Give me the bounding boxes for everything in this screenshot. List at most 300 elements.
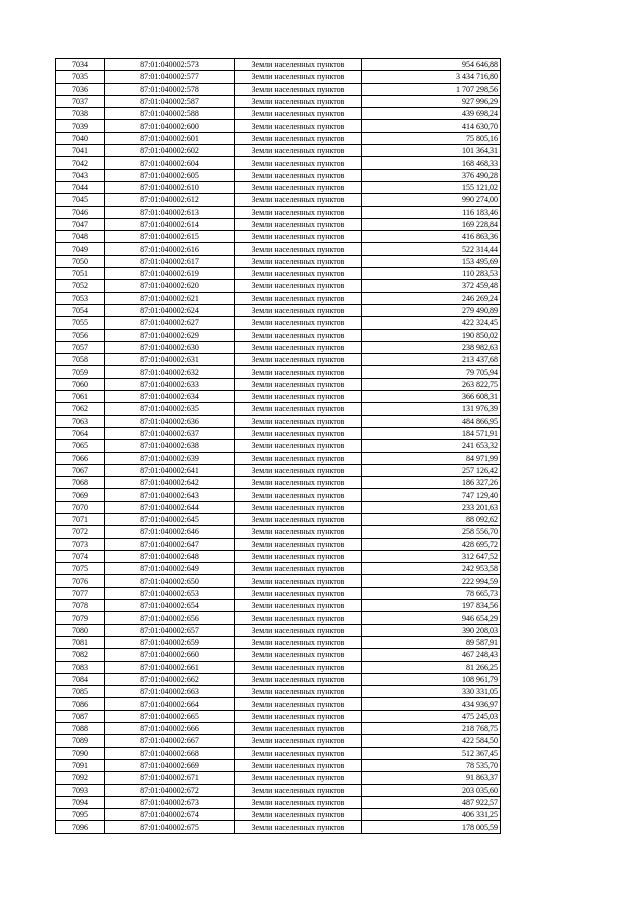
cadastral-number-cell: 87:01:040002:588 xyxy=(105,108,235,120)
land-category-cell: Земли населенных пунктов xyxy=(235,477,362,489)
row-number-cell: 7058 xyxy=(56,354,105,366)
land-category-cell: Земли населенных пунктов xyxy=(235,120,362,132)
cadastral-number-cell: 87:01:040002:627 xyxy=(105,317,235,329)
cadastral-value-cell: 747 129,40 xyxy=(362,489,501,501)
table-row xyxy=(56,341,501,353)
cadastral-number-cell: 87:01:040002:674 xyxy=(105,809,235,821)
row-number-cell: 7062 xyxy=(56,403,105,415)
row-number-cell: 7075 xyxy=(56,563,105,575)
row-number-cell: 7076 xyxy=(56,575,105,587)
cadastral-number-cell: 87:01:040002:649 xyxy=(105,563,235,575)
row-number-cell: 7070 xyxy=(56,501,105,513)
cadastral-value-cell: 487 922,57 xyxy=(362,796,501,808)
table-row xyxy=(56,735,501,747)
table-row xyxy=(56,440,501,452)
cadastral-number-cell: 87:01:040002:616 xyxy=(105,243,235,255)
cadastral-value-cell: 213 437,68 xyxy=(362,354,501,366)
land-category-cell: Земли населенных пунктов xyxy=(235,255,362,267)
cadastral-number-cell: 87:01:040002:663 xyxy=(105,686,235,698)
row-number-cell: 7046 xyxy=(56,206,105,218)
land-category-cell: Земли населенных пунктов xyxy=(235,809,362,821)
table-row xyxy=(56,280,501,292)
cadastral-value-cell: 169 228,84 xyxy=(362,218,501,230)
row-number-cell: 7077 xyxy=(56,587,105,599)
cadastral-number-cell: 87:01:040002:642 xyxy=(105,477,235,489)
table-row xyxy=(56,809,501,821)
table-row xyxy=(56,452,501,464)
cadastral-value-cell: 3 434 716,80 xyxy=(362,71,501,83)
cadastral-number-cell: 87:01:040002:638 xyxy=(105,440,235,452)
cadastral-value-cell: 168 468,33 xyxy=(362,157,501,169)
table-row xyxy=(56,304,501,316)
row-number-cell: 7057 xyxy=(56,341,105,353)
row-number-cell: 7078 xyxy=(56,600,105,612)
cadastral-number-cell: 87:01:040002:634 xyxy=(105,391,235,403)
cadastral-number-cell: 87:01:040002:654 xyxy=(105,600,235,612)
cadastral-value-cell: 439 698,24 xyxy=(362,108,501,120)
table-row xyxy=(56,821,501,833)
land-category-cell: Земли населенных пунктов xyxy=(235,686,362,698)
table-row xyxy=(56,268,501,280)
cadastral-number-cell: 87:01:040002:659 xyxy=(105,636,235,648)
table-row xyxy=(56,354,501,366)
row-number-cell: 7069 xyxy=(56,489,105,501)
row-number-cell: 7035 xyxy=(56,71,105,83)
table-row xyxy=(56,329,501,341)
cadastral-number-cell: 87:01:040002:620 xyxy=(105,280,235,292)
land-category-cell: Земли населенных пунктов xyxy=(235,501,362,513)
cadastral-number-cell: 87:01:040002:673 xyxy=(105,796,235,808)
row-number-cell: 7095 xyxy=(56,809,105,821)
row-number-cell: 7061 xyxy=(56,391,105,403)
table-row xyxy=(56,501,501,513)
land-category-cell: Земли населенных пунктов xyxy=(235,723,362,735)
cadastral-value-cell: 246 269,24 xyxy=(362,292,501,304)
cadastral-value-cell: 990 274,00 xyxy=(362,194,501,206)
land-category-cell: Земли населенных пунктов xyxy=(235,747,362,759)
land-category-cell: Земли населенных пунктов xyxy=(235,587,362,599)
cadastral-number-cell: 87:01:040002:660 xyxy=(105,649,235,661)
row-number-cell: 7072 xyxy=(56,526,105,538)
cadastral-number-cell: 87:01:040002:631 xyxy=(105,354,235,366)
land-category-cell: Земли населенных пунктов xyxy=(235,759,362,771)
land-category-cell: Земли населенных пунктов xyxy=(235,698,362,710)
cadastral-number-cell: 87:01:040002:653 xyxy=(105,587,235,599)
cadastral-number-cell: 87:01:040002:672 xyxy=(105,784,235,796)
table-row xyxy=(56,391,501,403)
land-category-cell: Земли населенных пунктов xyxy=(235,317,362,329)
cadastral-value-cell: 242 953,58 xyxy=(362,563,501,575)
land-category-cell: Земли населенных пунктов xyxy=(235,218,362,230)
cadastral-number-cell: 87:01:040002:614 xyxy=(105,218,235,230)
row-number-cell: 7064 xyxy=(56,427,105,439)
table-row xyxy=(56,206,501,218)
cadastral-number-cell: 87:01:040002:624 xyxy=(105,304,235,316)
cadastral-value-cell: 434 936,97 xyxy=(362,698,501,710)
table-row xyxy=(56,255,501,267)
table-row xyxy=(56,698,501,710)
table-row xyxy=(56,132,501,144)
land-category-cell: Земли населенных пунктов xyxy=(235,513,362,525)
cadastral-number-cell: 87:01:040002:641 xyxy=(105,464,235,476)
cadastral-number-cell: 87:01:040002:668 xyxy=(105,747,235,759)
table-row xyxy=(56,477,501,489)
table-row xyxy=(56,83,501,95)
cadastral-number-cell: 87:01:040002:578 xyxy=(105,83,235,95)
row-number-cell: 7066 xyxy=(56,452,105,464)
land-category-cell: Земли населенных пунктов xyxy=(235,403,362,415)
cadastral-value-cell: 101 364,31 xyxy=(362,145,501,157)
row-number-cell: 7084 xyxy=(56,673,105,685)
cadastral-value-cell: 366 608,31 xyxy=(362,391,501,403)
row-number-cell: 7083 xyxy=(56,661,105,673)
table-row xyxy=(56,378,501,390)
table-row xyxy=(56,759,501,771)
cadastral-number-cell: 87:01:040002:646 xyxy=(105,526,235,538)
table-row xyxy=(56,710,501,722)
land-category-cell: Земли населенных пунктов xyxy=(235,624,362,636)
table-row xyxy=(56,489,501,501)
cadastral-value-cell: 414 630,70 xyxy=(362,120,501,132)
row-number-cell: 7068 xyxy=(56,477,105,489)
table-row xyxy=(56,120,501,132)
row-number-cell: 7048 xyxy=(56,231,105,243)
cadastral-value-cell: 116 183,46 xyxy=(362,206,501,218)
table-row xyxy=(56,723,501,735)
cadastral-number-cell: 87:01:040002:645 xyxy=(105,513,235,525)
land-category-cell: Земли населенных пунктов xyxy=(235,673,362,685)
land-category-cell: Земли населенных пунктов xyxy=(235,169,362,181)
cadastral-value-cell: 78 665,73 xyxy=(362,587,501,599)
land-category-cell: Земли населенных пунктов xyxy=(235,710,362,722)
row-number-cell: 7096 xyxy=(56,821,105,833)
cadastral-value-cell: 88 092,62 xyxy=(362,513,501,525)
row-number-cell: 7092 xyxy=(56,772,105,784)
table-row xyxy=(56,181,501,193)
row-number-cell: 7063 xyxy=(56,415,105,427)
table-row xyxy=(56,587,501,599)
table-row xyxy=(56,772,501,784)
cadastral-value-cell: 108 961,79 xyxy=(362,673,501,685)
cadastral-number-cell: 87:01:040002:610 xyxy=(105,181,235,193)
cadastral-value-cell: 155 121,02 xyxy=(362,181,501,193)
cadastral-number-cell: 87:01:040002:630 xyxy=(105,341,235,353)
table-row xyxy=(56,747,501,759)
cadastral-value-cell: 78 535,70 xyxy=(362,759,501,771)
row-number-cell: 7085 xyxy=(56,686,105,698)
land-category-cell: Земли населенных пунктов xyxy=(235,378,362,390)
cadastral-value-cell: 390 208,03 xyxy=(362,624,501,636)
row-number-cell: 7093 xyxy=(56,784,105,796)
cadastral-number-cell: 87:01:040002:667 xyxy=(105,735,235,747)
cadastral-number-cell: 87:01:040002:671 xyxy=(105,772,235,784)
cadastral-number-cell: 87:01:040002:602 xyxy=(105,145,235,157)
land-category-cell: Земли населенных пунктов xyxy=(235,243,362,255)
table-row xyxy=(56,513,501,525)
cadastral-value-cell: 467 248,43 xyxy=(362,649,501,661)
land-category-cell: Земли населенных пунктов xyxy=(235,181,362,193)
land-category-cell: Земли населенных пунктов xyxy=(235,366,362,378)
cadastral-value-cell: 184 571,91 xyxy=(362,427,501,439)
land-category-cell: Земли населенных пунктов xyxy=(235,464,362,476)
cadastral-number-cell: 87:01:040002:656 xyxy=(105,612,235,624)
table-row xyxy=(56,366,501,378)
cadastral-number-cell: 87:01:040002:647 xyxy=(105,538,235,550)
land-category-cell: Земли населенных пунктов xyxy=(235,784,362,796)
row-number-cell: 7082 xyxy=(56,649,105,661)
table-row xyxy=(56,59,501,71)
row-number-cell: 7039 xyxy=(56,120,105,132)
row-number-cell: 7049 xyxy=(56,243,105,255)
table-row xyxy=(56,538,501,550)
table-row xyxy=(56,427,501,439)
cadastral-number-cell: 87:01:040002:600 xyxy=(105,120,235,132)
row-number-cell: 7038 xyxy=(56,108,105,120)
land-category-cell: Земли населенных пунктов xyxy=(235,341,362,353)
row-number-cell: 7041 xyxy=(56,145,105,157)
cadastral-number-cell: 87:01:040002:573 xyxy=(105,59,235,71)
table-row xyxy=(56,600,501,612)
row-number-cell: 7087 xyxy=(56,710,105,722)
table-row xyxy=(56,194,501,206)
land-category-cell: Земли населенных пунктов xyxy=(235,391,362,403)
cadastral-value-cell: 484 866,95 xyxy=(362,415,501,427)
row-number-cell: 7094 xyxy=(56,796,105,808)
row-number-cell: 7052 xyxy=(56,280,105,292)
cadastral-value-cell: 241 653,32 xyxy=(362,440,501,452)
row-number-cell: 7042 xyxy=(56,157,105,169)
land-category-cell: Земли населенных пунктов xyxy=(235,440,362,452)
table-row xyxy=(56,157,501,169)
cadastral-value-cell: 218 768,75 xyxy=(362,723,501,735)
cadastral-number-cell: 87:01:040002:669 xyxy=(105,759,235,771)
cadastral-number-cell: 87:01:040002:604 xyxy=(105,157,235,169)
cadastral-number-cell: 87:01:040002:605 xyxy=(105,169,235,181)
land-category-cell: Земли населенных пунктов xyxy=(235,268,362,280)
table-row xyxy=(56,649,501,661)
row-number-cell: 7050 xyxy=(56,255,105,267)
row-number-cell: 7074 xyxy=(56,550,105,562)
row-number-cell: 7047 xyxy=(56,218,105,230)
cadastral-number-cell: 87:01:040002:633 xyxy=(105,378,235,390)
cadastral-number-cell: 87:01:040002:615 xyxy=(105,231,235,243)
table-row xyxy=(56,575,501,587)
table-row xyxy=(56,526,501,538)
table-row xyxy=(56,673,501,685)
cadastral-value-cell: 91 863,37 xyxy=(362,772,501,784)
cadastral-number-cell: 87:01:040002:613 xyxy=(105,206,235,218)
cadastral-number-cell: 87:01:040002:644 xyxy=(105,501,235,513)
cadastral-number-cell: 87:01:040002:643 xyxy=(105,489,235,501)
cadastral-value-cell: 233 201,63 xyxy=(362,501,501,513)
row-number-cell: 7051 xyxy=(56,268,105,280)
land-category-cell: Земли населенных пунктов xyxy=(235,550,362,562)
row-number-cell: 7040 xyxy=(56,132,105,144)
cadastral-number-cell: 87:01:040002:617 xyxy=(105,255,235,267)
cadastral-value-cell: 258 556,70 xyxy=(362,526,501,538)
table-row xyxy=(56,686,501,698)
cadastral-value-table xyxy=(55,58,501,834)
cadastral-value-cell: 75 805,16 xyxy=(362,132,501,144)
land-category-cell: Земли населенных пунктов xyxy=(235,95,362,107)
row-number-cell: 7090 xyxy=(56,747,105,759)
row-number-cell: 7079 xyxy=(56,612,105,624)
table-row xyxy=(56,243,501,255)
row-number-cell: 7088 xyxy=(56,723,105,735)
table-row xyxy=(56,636,501,648)
land-category-cell: Земли населенных пунктов xyxy=(235,231,362,243)
cadastral-number-cell: 87:01:040002:650 xyxy=(105,575,235,587)
cadastral-number-cell: 87:01:040002:637 xyxy=(105,427,235,439)
row-number-cell: 7080 xyxy=(56,624,105,636)
cadastral-value-cell: 475 245,03 xyxy=(362,710,501,722)
cadastral-value-cell: 153 495,69 xyxy=(362,255,501,267)
land-category-cell: Земли населенных пунктов xyxy=(235,415,362,427)
table-row xyxy=(56,661,501,673)
land-category-cell: Земли населенных пунктов xyxy=(235,194,362,206)
land-category-cell: Земли населенных пунктов xyxy=(235,600,362,612)
cadastral-value-cell: 927 996,29 xyxy=(362,95,501,107)
cadastral-number-cell: 87:01:040002:632 xyxy=(105,366,235,378)
land-category-cell: Земли населенных пунктов xyxy=(235,538,362,550)
land-category-cell: Земли населенных пунктов xyxy=(235,329,362,341)
row-number-cell: 7037 xyxy=(56,95,105,107)
land-category-cell: Земли населенных пунктов xyxy=(235,132,362,144)
land-category-cell: Земли населенных пунктов xyxy=(235,427,362,439)
land-category-cell: Земли населенных пунктов xyxy=(235,59,362,71)
row-number-cell: 7089 xyxy=(56,735,105,747)
table-row xyxy=(56,95,501,107)
cadastral-value-cell: 257 126,42 xyxy=(362,464,501,476)
land-category-cell: Земли населенных пунктов xyxy=(235,83,362,95)
land-category-cell: Земли населенных пунктов xyxy=(235,526,362,538)
cadastral-number-cell: 87:01:040002:664 xyxy=(105,698,235,710)
land-category-cell: Земли населенных пунктов xyxy=(235,280,362,292)
cadastral-value-cell: 186 327,26 xyxy=(362,477,501,489)
land-category-cell: Земли населенных пунктов xyxy=(235,575,362,587)
cadastral-number-cell: 87:01:040002:662 xyxy=(105,673,235,685)
cadastral-number-cell: 87:01:040002:636 xyxy=(105,415,235,427)
cadastral-value-cell: 512 367,45 xyxy=(362,747,501,759)
table-row xyxy=(56,612,501,624)
cadastral-number-cell: 87:01:040002:619 xyxy=(105,268,235,280)
table-row xyxy=(56,550,501,562)
row-number-cell: 7065 xyxy=(56,440,105,452)
cadastral-value-cell: 222 994,59 xyxy=(362,575,501,587)
cadastral-value-cell: 946 654,29 xyxy=(362,612,501,624)
cadastral-number-cell: 87:01:040002:661 xyxy=(105,661,235,673)
cadastral-value-cell: 428 695,72 xyxy=(362,538,501,550)
land-category-cell: Земли населенных пунктов xyxy=(235,563,362,575)
land-category-cell: Земли населенных пунктов xyxy=(235,108,362,120)
row-number-cell: 7091 xyxy=(56,759,105,771)
cadastral-value-cell: 263 822,75 xyxy=(362,378,501,390)
table-row xyxy=(56,231,501,243)
land-category-cell: Земли населенных пунктов xyxy=(235,636,362,648)
cadastral-value-cell: 203 035,60 xyxy=(362,784,501,796)
cadastral-number-cell: 87:01:040002:577 xyxy=(105,71,235,83)
cadastral-value-cell: 89 587,91 xyxy=(362,636,501,648)
cadastral-value-cell: 376 490,28 xyxy=(362,169,501,181)
table-row xyxy=(56,563,501,575)
land-category-cell: Земли населенных пунктов xyxy=(235,661,362,673)
cadastral-number-cell: 87:01:040002:666 xyxy=(105,723,235,735)
table-row xyxy=(56,403,501,415)
row-number-cell: 7053 xyxy=(56,292,105,304)
table-body xyxy=(56,59,501,834)
cadastral-number-cell: 87:01:040002:665 xyxy=(105,710,235,722)
cadastral-value-cell: 79 705,94 xyxy=(362,366,501,378)
row-number-cell: 7055 xyxy=(56,317,105,329)
land-category-cell: Земли населенных пунктов xyxy=(235,157,362,169)
row-number-cell: 7045 xyxy=(56,194,105,206)
cadastral-value-cell: 406 331,25 xyxy=(362,809,501,821)
row-number-cell: 7056 xyxy=(56,329,105,341)
row-number-cell: 7044 xyxy=(56,181,105,193)
cadastral-value-cell: 197 834,56 xyxy=(362,600,501,612)
row-number-cell: 7067 xyxy=(56,464,105,476)
land-category-cell: Земли населенных пунктов xyxy=(235,649,362,661)
table-row xyxy=(56,464,501,476)
land-category-cell: Земли населенных пунктов xyxy=(235,772,362,784)
row-number-cell: 7034 xyxy=(56,59,105,71)
land-category-cell: Земли населенных пунктов xyxy=(235,71,362,83)
row-number-cell: 7086 xyxy=(56,698,105,710)
cadastral-value-cell: 81 266,25 xyxy=(362,661,501,673)
cadastral-value-cell: 238 982,63 xyxy=(362,341,501,353)
cadastral-value-cell: 110 283,53 xyxy=(362,268,501,280)
land-category-cell: Земли населенных пунктов xyxy=(235,292,362,304)
table-row xyxy=(56,415,501,427)
table-row xyxy=(56,317,501,329)
cadastral-value-cell: 372 459,48 xyxy=(362,280,501,292)
cadastral-number-cell: 87:01:040002:639 xyxy=(105,452,235,464)
cadastral-value-cell: 330 331,05 xyxy=(362,686,501,698)
land-category-cell: Земли населенных пунктов xyxy=(235,612,362,624)
row-number-cell: 7060 xyxy=(56,378,105,390)
cadastral-value-cell: 131 976,39 xyxy=(362,403,501,415)
table-row xyxy=(56,796,501,808)
cadastral-value-cell: 178 005,59 xyxy=(362,821,501,833)
land-category-cell: Земли населенных пунктов xyxy=(235,354,362,366)
cadastral-value-cell: 954 646,88 xyxy=(362,59,501,71)
land-category-cell: Земли населенных пунктов xyxy=(235,735,362,747)
cadastral-value-cell: 422 324,45 xyxy=(362,317,501,329)
table-row xyxy=(56,624,501,636)
table-row xyxy=(56,71,501,83)
row-number-cell: 7036 xyxy=(56,83,105,95)
cadastral-number-cell: 87:01:040002:635 xyxy=(105,403,235,415)
cadastral-value-cell: 522 314,44 xyxy=(362,243,501,255)
row-number-cell: 7054 xyxy=(56,304,105,316)
cadastral-value-cell: 422 584,50 xyxy=(362,735,501,747)
land-category-cell: Земли населенных пунктов xyxy=(235,206,362,218)
row-number-cell: 7059 xyxy=(56,366,105,378)
row-number-cell: 7043 xyxy=(56,169,105,181)
cadastral-number-cell: 87:01:040002:587 xyxy=(105,95,235,107)
table-row xyxy=(56,145,501,157)
land-category-cell: Земли населенных пунктов xyxy=(235,796,362,808)
land-category-cell: Земли населенных пунктов xyxy=(235,489,362,501)
cadastral-number-cell: 87:01:040002:648 xyxy=(105,550,235,562)
table-row xyxy=(56,108,501,120)
table-row xyxy=(56,169,501,181)
table-row xyxy=(56,218,501,230)
cadastral-value-cell: 416 863,36 xyxy=(362,231,501,243)
cadastral-number-cell: 87:01:040002:629 xyxy=(105,329,235,341)
cadastral-value-cell: 279 490,89 xyxy=(362,304,501,316)
row-number-cell: 7071 xyxy=(56,513,105,525)
